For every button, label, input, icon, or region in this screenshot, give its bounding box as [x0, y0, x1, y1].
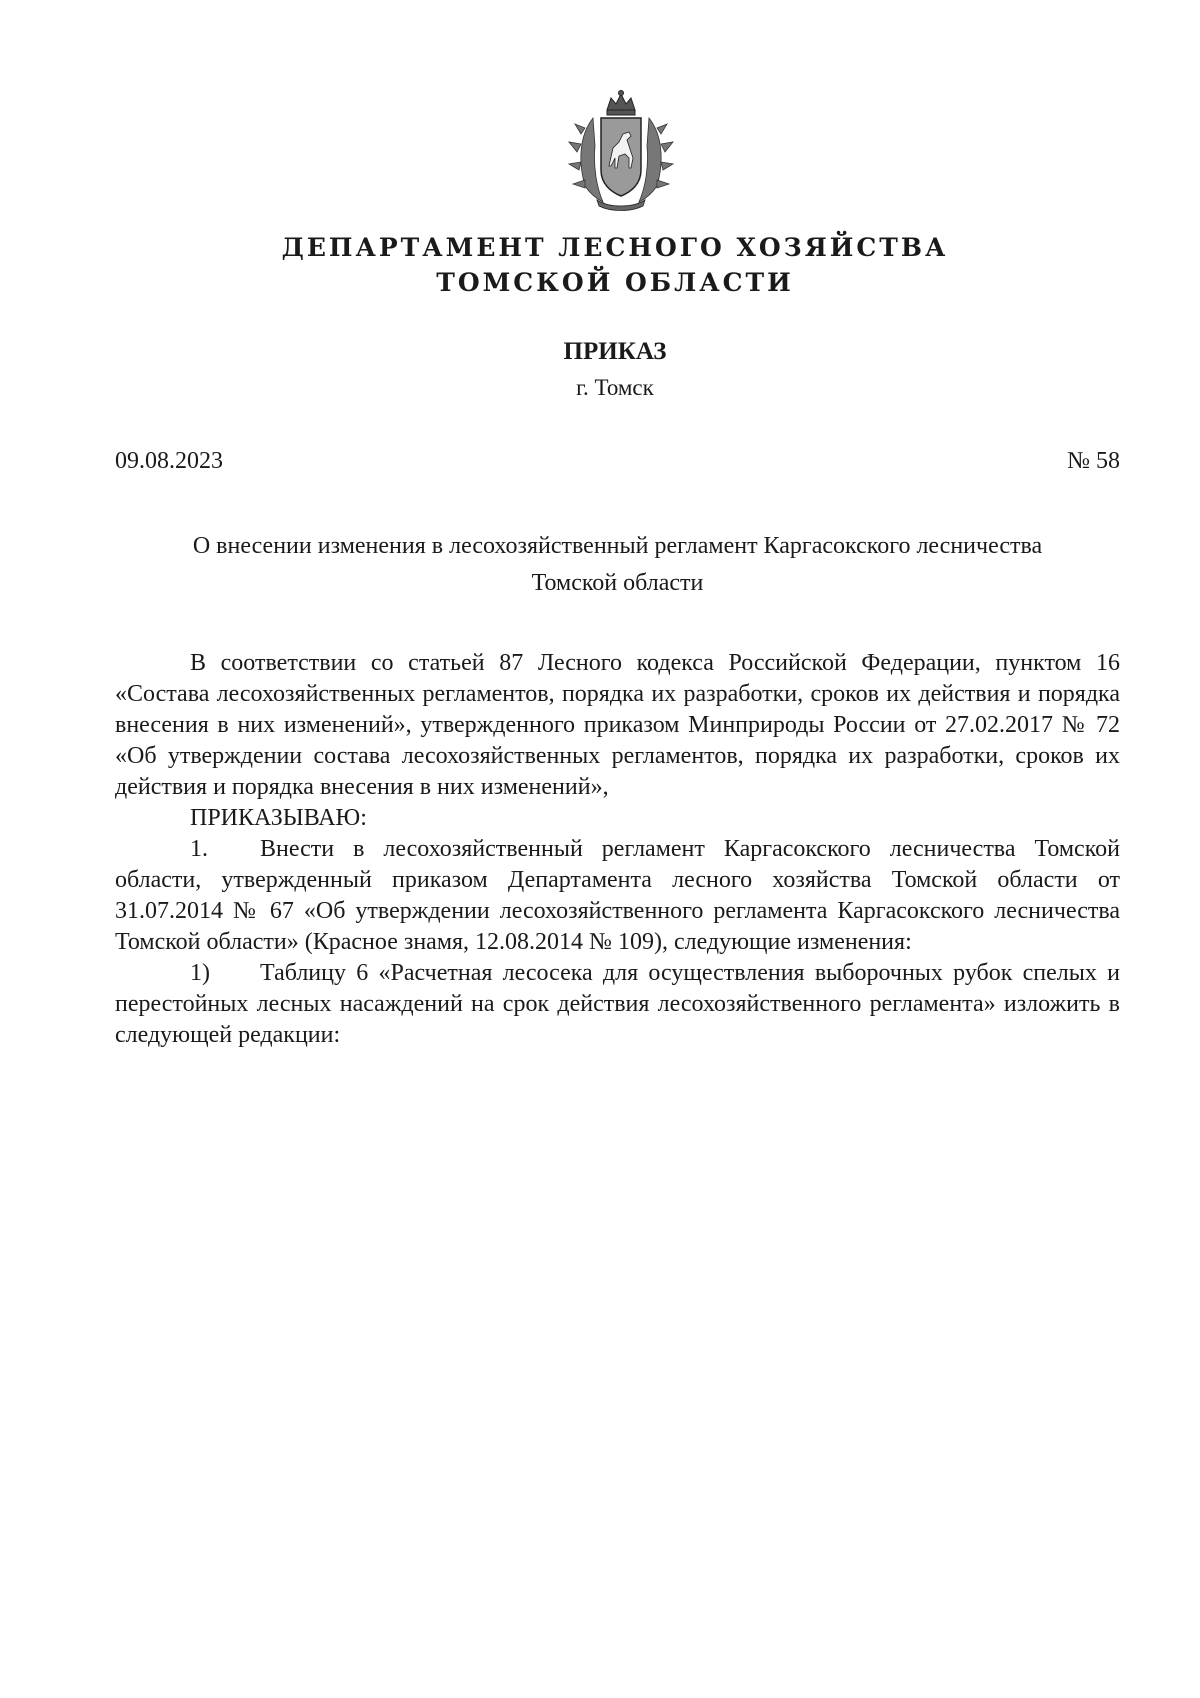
subject-line2: Томской области — [531, 570, 704, 596]
item-1-text: Внести в лесохозяйственный регламент Каргасокского лесничества Томской области, утвержденный приказом Департамента лесного хозяйства Томской области от 31.07.2014 № 67 «Об утверждении лесохозяйственного регламента Каргасокского лесничества Томской области» (Красное знамя, 12.08.2014 № 109), следующие изменения: — [115, 836, 1120, 955]
document-body — [115, 648, 1120, 1051]
document-type: ПРИКАЗ — [563, 338, 667, 365]
subitem-1 — [115, 958, 1120, 1051]
order-word: ПРИКАЗЫВАЮ: — [190, 805, 367, 831]
subject-line1: О внесении изменения в лесохозяйственный регламент Каргасокского лесничества — [192, 533, 1043, 559]
department-name-line1: ДЕПАРТАМЕНТ ЛЕСНОГО ХОЗЯЙСТВА — [281, 233, 949, 262]
document-number: № 58 — [1067, 448, 1120, 474]
tomsk-region-coat-of-arms-icon — [563, 88, 679, 214]
city: г. Томск — [576, 375, 654, 400]
item-1-marker: 1. — [190, 836, 208, 862]
preamble-paragraph: В соответствии со статьей 87 Лесного кодекса Российской Федерации, пунктом 16 «Состава лесохозяйственных регламентов, порядка их разработки, сроков их действия и порядка внесения в них изменений», утвержденного приказом Минприроды России от 27.02.2017 № 72 «Об утверждении состава лесохозяйственных регламентов, порядка их разработки, сроков их действия и порядка внесения в них изменений», — [115, 650, 1120, 800]
document-date: 09.08.2023 — [115, 448, 223, 474]
item-1 — [115, 834, 1120, 958]
department-name-line2: ТОМСКОЙ ОБЛАСТИ — [436, 268, 794, 297]
subitem-1-marker: 1) — [190, 960, 210, 986]
subitem-1-text: Таблицу 6 «Расчетная лесосека для осуществления выборочных рубок спелых и перестойных лесных насаждений на срок действия лесохозяйственного регламента» изложить в следующей редакции: — [115, 960, 1120, 1048]
document-subject — [115, 528, 1120, 602]
